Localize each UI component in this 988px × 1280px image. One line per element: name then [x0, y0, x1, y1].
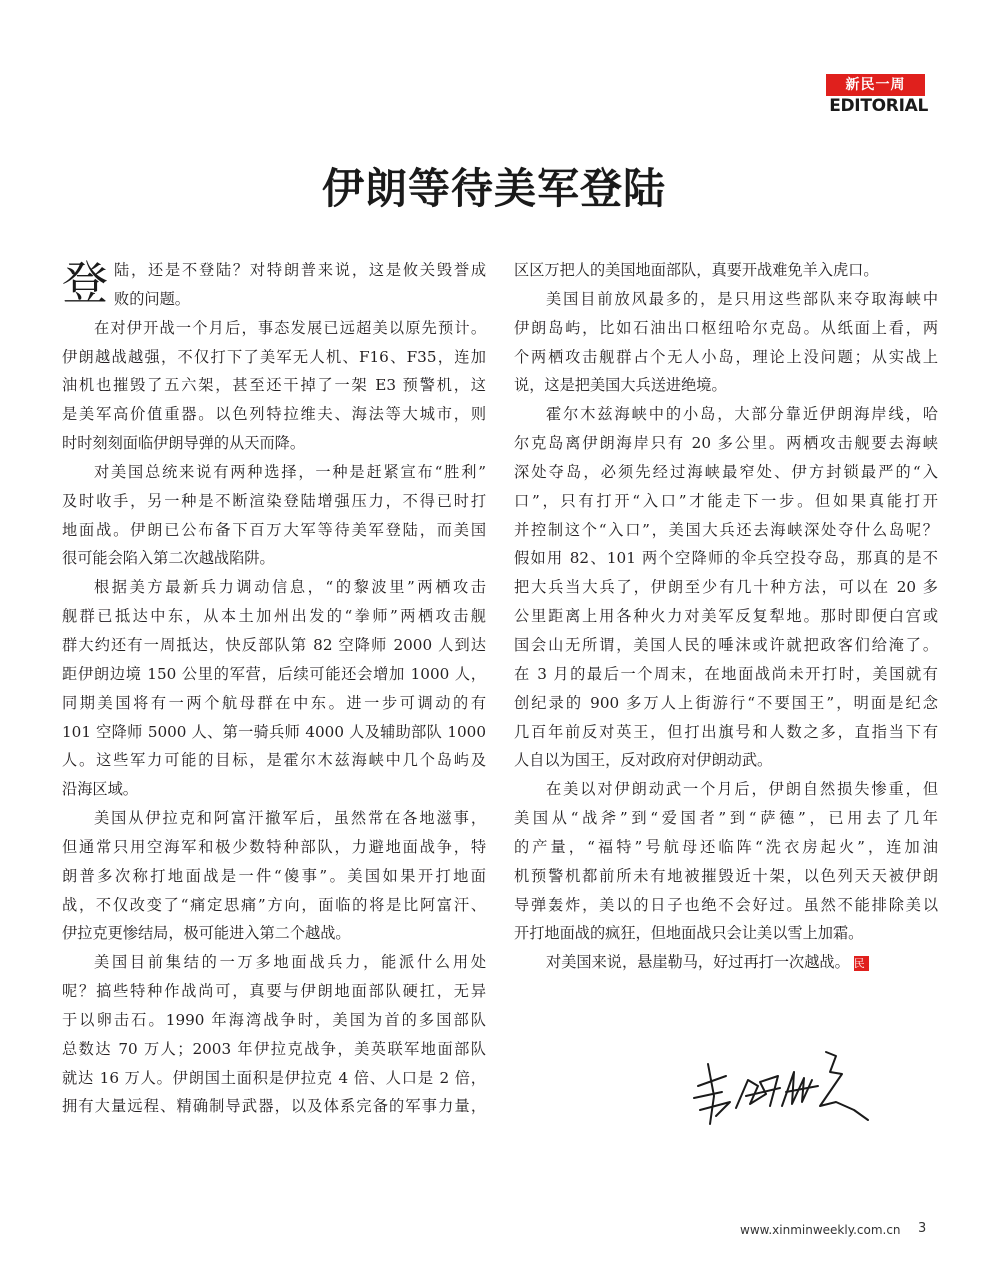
paragraph-text: 把大兵当大兵了，伊朗至少有几十种方法，可以在 20 多 [514, 578, 938, 597]
paragraph-text: 就达 16 万人。伊朗国土面积是伊拉克 4 倍、人口是 2 倍， [62, 1068, 486, 1087]
right-column-text-line [514, 833, 938, 862]
paragraph-text: 对美国总统来说有两种选择，一种是赶紧宣布“胜利” [94, 462, 486, 481]
paragraph-text: 陆，还是不登陆？对特朗普来说，这是攸关毁誉成 [114, 261, 486, 279]
right-column-text-line [514, 660, 938, 689]
right-column-text-line [514, 516, 938, 545]
paragraph-text: 距伊朗边境 150 公里的军营，后续可能还会增加 1000 人， [62, 664, 486, 683]
paragraph-text: 霍尔木兹海峡中的小岛，大部分靠近伊朗海岸线，哈 [546, 405, 938, 424]
paragraph-text: 人。这些军力可能的目标，是霍尔木兹海峡中几个岛屿及 [62, 751, 486, 770]
right-column-text-line [514, 314, 938, 343]
left-column-text-line [62, 544, 486, 573]
right-column-text-line [514, 746, 938, 775]
paragraph-text: 美国从伊拉克和阿富汗撤军后，虽然常在各地滋事， [94, 809, 486, 828]
left-column-text-line [62, 371, 486, 400]
right-column-text-line [514, 371, 938, 400]
left-column-text-line [62, 891, 486, 920]
footer-website[interactable]: www.xinminweekly.com.cn [740, 1223, 901, 1237]
left-column-text-line [62, 256, 486, 285]
paragraph-text: 机预警机都前所未有地被摧毁近十架，以色列天天被伊朗 [514, 866, 938, 885]
left-column-text-line [62, 833, 486, 862]
paragraph-text: 地面战。伊朗已公布备下百万大军等待美军登陆，而美国 [62, 520, 486, 539]
paragraph-text: 根据美方最新兵力调动信息，“的黎波里”两栖攻击 [94, 578, 486, 597]
left-column-text-line [62, 746, 486, 775]
paragraph-text: 及时收手，另一种是不断渲染登陆增强压力，不得已时打 [62, 491, 486, 510]
drop-cap: 登 [62, 256, 108, 310]
paragraph-text: 口”，只有打开“入口”才能走下一步。但如果真能打开 [514, 491, 938, 510]
paragraph-text: 国会山无所谓，美国人民的唾沫或许就把政客们给淹了。 [514, 635, 938, 654]
right-column-text-line [514, 689, 938, 718]
paragraph-text: 在美以对伊朗动武一个月后，伊朗自然损失惨重，但 [546, 780, 938, 799]
section-label: EDITORIAL [829, 96, 928, 116]
left-column-text-line [62, 573, 486, 602]
paragraph-text: 开打地面战的疯狂，但地面战只会让美以雪上加霜。 [514, 924, 864, 943]
paragraph-text: 在对伊开战一个月后，事态发展已远超美以原先预计。 [94, 318, 486, 337]
page-number: 3 [918, 1221, 927, 1236]
paragraph-text: 说，这是把美国大兵送进绝境。 [514, 376, 727, 395]
right-column-text-line [514, 891, 938, 920]
paragraph-text: 美国从“战斧”到“爱国者”到“萨德”，已用去了几年 [514, 809, 938, 828]
left-column-text-line [62, 660, 486, 689]
paragraph-text: 战，不仅改变了“痛定思痛”方向，面临的将是比阿富汗、 [62, 895, 486, 914]
right-column-text-line [514, 343, 938, 372]
paragraph-text: 油机也摧毁了五六架，甚至还干掉了一架 E3 预警机，这 [62, 376, 486, 395]
left-column-text-line [62, 919, 486, 948]
left-column-text-line [62, 1035, 486, 1064]
left-column-text-line [62, 400, 486, 429]
left-column-text-line [62, 1006, 486, 1035]
paragraph-text: 伊拉克更惨结局，极可能进入第二个越战。 [62, 924, 351, 943]
paragraph-text: 很可能会陷入第二次越战陷阱。 [62, 549, 275, 568]
left-column-text-line [62, 804, 486, 833]
paragraph-text: 同期美国将有一两个航母群在中东。进一步可调动的有 [62, 693, 486, 712]
paragraph-text: 伊朗岛屿，比如石油出口枢纽哈尔克岛。从纸面上看，两 [514, 318, 938, 337]
end-mark-icon: 民 [854, 956, 869, 971]
paragraph-text: 尔克岛离伊朗海岸只有 20 多公里。两栖攻击舰要去海峡 [514, 434, 938, 453]
paragraph-text: 时时刻刻面临伊朗导弹的从天而降。 [62, 434, 305, 453]
left-column-text-line [62, 862, 486, 891]
left-column-text-line [62, 429, 486, 458]
left-column-text-line [62, 516, 486, 545]
paragraph-text: 总数达 70 万人；2003 年伊拉克战争，美英联军地面部队 [62, 1039, 486, 1058]
right-column-text-line [514, 400, 938, 429]
right-column [514, 256, 938, 977]
left-column-text-line [62, 1064, 486, 1093]
paragraph-text: 假如用 82、101 两个空降师的伞兵空投夺岛，那真的是不 [514, 549, 938, 568]
paragraph-text: 美国目前放风最多的，是只用这些部队来夺取海峡中 [546, 289, 938, 308]
left-column-text-line [62, 977, 486, 1006]
paragraph-text: 在 3 月的最后一个周末，在地面战尚未开打时，美国就有 [514, 664, 938, 683]
paragraph-text: 朗普多次称打地面战是一件“傻事”。美国如果开打地面 [62, 866, 486, 885]
left-column-text-line [62, 343, 486, 372]
paragraph-text: 拥有大量远程、精确制导武器，以及体系完备的军事力量， [62, 1097, 486, 1116]
right-column-text-line [514, 919, 938, 948]
right-column-text-line [514, 429, 938, 458]
paragraph-text: 并控制这个“入口”，美国大兵还去海峡深处夺什么岛呢？ [514, 520, 938, 539]
right-column-text-line [514, 602, 938, 631]
left-column-text-line [62, 285, 486, 314]
right-column-text-line [514, 718, 938, 747]
right-column-text-line [514, 948, 938, 977]
paragraph-text: 沿海区域。 [62, 780, 138, 799]
paragraph-text: 个两栖攻击舰群占个无人小岛，理论上没问题；从实战上 [514, 347, 938, 366]
right-column-text-line [514, 487, 938, 516]
paragraph-text: 舰群已抵达中东，从本土加州出发的“拳师”两栖攻击舰 [62, 607, 486, 626]
paragraph-text: 对美国来说，悬崖勒马，好过再打一次越战。 [546, 953, 850, 972]
left-column [62, 256, 486, 1121]
paragraph-text: 几百年前反对英王，但打出旗号和人数之多，直指当下有 [514, 722, 938, 741]
right-column-text-line [514, 544, 938, 573]
article-title: 伊朗等待美军登陆 [321, 164, 666, 213]
paragraph-text: 伊朗越战越强，不仅打下了美军无人机、F16、F35，连加 [62, 347, 486, 366]
right-column-text-line [514, 631, 938, 660]
magazine-name-badge: 新民一周 [826, 74, 925, 96]
left-column-text-line [62, 314, 486, 343]
right-column-text-line [514, 804, 938, 833]
paragraph-text: 人自以为国王，反对政府对伊朗动武。 [514, 751, 773, 770]
paragraph-text: 美国目前集结的一万多地面战兵力，能派什么用处 [94, 953, 486, 972]
left-column-text-line [62, 631, 486, 660]
right-column-text-line [514, 775, 938, 804]
paragraph-text: 公里距离上用各种火力对美军反复犁地。那时即便白宫或 [514, 607, 938, 626]
author-signature [686, 1046, 876, 1136]
paragraph-text: 创纪录的 900 多万人上街游行“不要国王”，明面是纪念 [514, 693, 938, 712]
paragraph-text: 101 空降师 5000 人、第一骑兵师 4000 人及辅助部队 1000 [62, 722, 486, 741]
left-column-text-line [62, 718, 486, 747]
paragraph-text: 是美军高价值重器。以色列特拉维夫、海法等大城市，则 [62, 405, 486, 424]
paragraph-text: 于以卵击石。1990 年海湾战争时，美国为首的多国部队 [62, 1010, 486, 1029]
left-column-text-line [62, 458, 486, 487]
paragraph-text: 败的问题。 [114, 289, 190, 308]
right-column-text-line [514, 573, 938, 602]
paragraph-text: 群大约还有一周抵达，快反部队第 82 空降师 2000 人到达 [62, 635, 486, 654]
paragraph-text: 区区万把人的美国地面部队，真要开战难免羊入虎口。 [514, 261, 879, 279]
left-column-text-line [62, 948, 486, 977]
right-column-text-line [514, 862, 938, 891]
left-column-text-line [62, 775, 486, 804]
paragraph-text: 呢？搞些特种作战尚可，真要与伊朗地面部队硬扛，无异 [62, 982, 486, 1001]
paragraph-text: 但通常只用空海军和极少数特种部队，力避地面战争，特 [62, 837, 486, 856]
left-column-text-line [62, 1092, 486, 1121]
paragraph-text: 深处夺岛，必须先经过海峡最窄处、伊方封锁最严的“入 [514, 462, 938, 481]
left-column-text-line [62, 689, 486, 718]
left-column-text-line [62, 487, 486, 516]
right-column-text-line [514, 458, 938, 487]
right-column-text-line [514, 285, 938, 314]
left-column-text-line [62, 602, 486, 631]
right-column-text-line [514, 256, 938, 285]
paragraph-text: 导弹轰炸，美以的日子也绝不会好过。虽然不能排除美以 [514, 895, 938, 914]
paragraph-text: 的产量，“福特”号航母还临阵“洗衣房起火”，连加油 [514, 837, 938, 856]
